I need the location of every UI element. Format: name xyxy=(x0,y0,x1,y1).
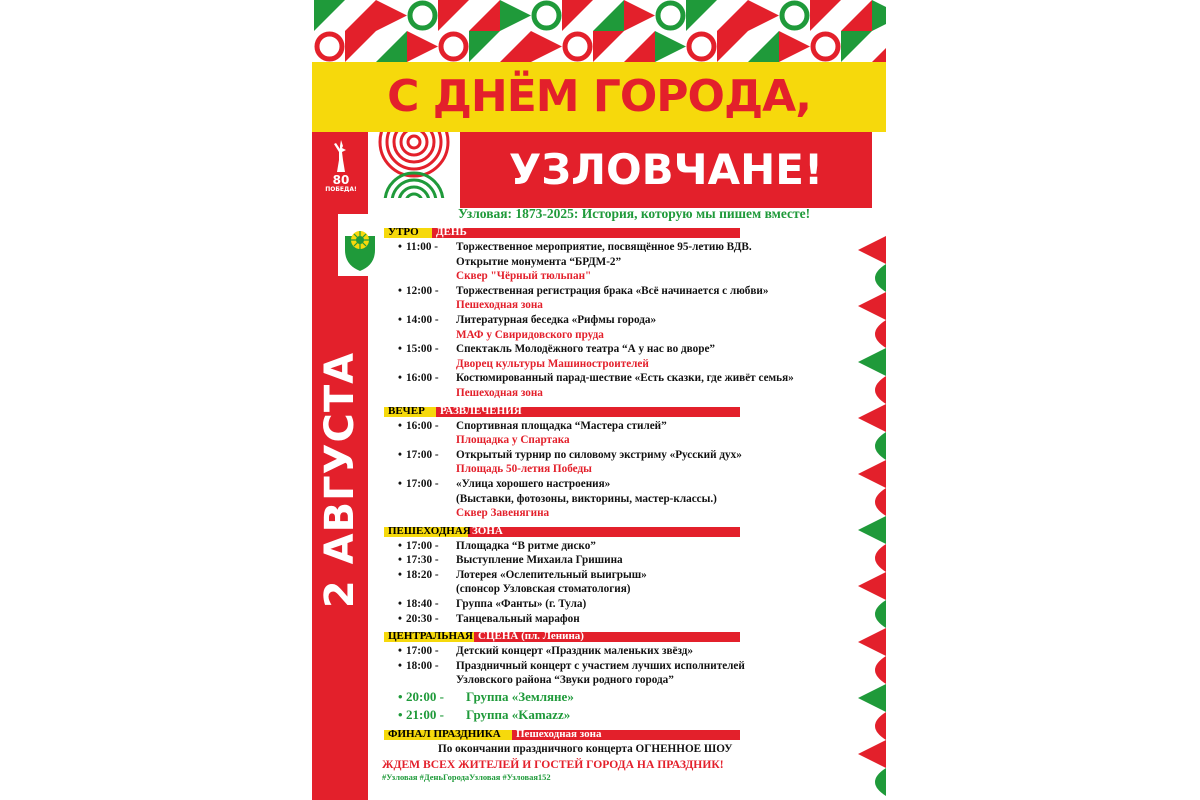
invite-text: ЖДЕМ ВСЕХ ЖИТЕЛЕЙ И ГОСТЕЙ ГОРОДА НА ПРАЗДНИК! xyxy=(382,758,724,772)
item-text-cont: Узловского района “Звуки родного города” xyxy=(456,674,674,687)
pattern-shape xyxy=(779,31,810,62)
pattern-shape xyxy=(858,460,886,488)
list-item: • 16:00 - Костюмированный парад-шествие «Есть сказки, где живёт семья» xyxy=(398,372,794,385)
section-label-left: ВЕЧЕР xyxy=(388,404,425,417)
item-text-cont: Открытие монумента “БРДМ-2” xyxy=(456,255,622,268)
highlight-item: • 20:00 - Группа «Земляне» xyxy=(398,689,574,705)
pattern-shape xyxy=(858,348,886,376)
pattern-shape xyxy=(875,768,886,796)
concentric-circles-ornament xyxy=(368,132,460,198)
pattern-shape xyxy=(407,31,438,62)
pattern-shape xyxy=(686,0,717,31)
list-item: • 17:00 - Детский концерт «Праздник маленьких звёзд» xyxy=(398,645,694,658)
pattern-shape xyxy=(872,0,886,31)
victory-80-badge xyxy=(320,138,362,204)
pattern-shape xyxy=(376,0,407,31)
list-item: • 20:30 - Танцевальный марафон xyxy=(398,612,580,625)
pattern-shape xyxy=(875,712,886,740)
pattern-shape xyxy=(317,34,342,59)
section-header-central xyxy=(378,630,854,642)
list-item: • 17:00 - «Улица хорошего настроения» xyxy=(398,477,611,490)
item-location: Дворец культуры Машиностроителей xyxy=(456,357,649,370)
section-label-right: Пешеходная зона xyxy=(516,728,602,741)
list-item: • 17:30 - Выступление Михаила Гришина xyxy=(398,554,623,567)
section-header-final xyxy=(378,728,854,740)
pattern-shape xyxy=(441,34,466,59)
list-item: • 18:40 - Группа «Фанты» (г. Тула) xyxy=(398,598,587,611)
pattern-shape xyxy=(469,31,500,62)
city-crest-icon xyxy=(338,214,382,276)
list-item: • 12:00 - Торжественная регистрация брака «Всё начинается с любви» xyxy=(398,284,769,297)
section-label-left: УТРО xyxy=(388,226,419,238)
pattern-shape xyxy=(810,0,841,31)
pattern-shape xyxy=(655,31,686,62)
pattern-shape xyxy=(500,31,531,62)
list-item: • 18:20 - Лотерея «Ослепительный выигрыш» xyxy=(398,568,647,581)
item-location: Сквер Завенягина xyxy=(456,507,550,520)
pattern-shape xyxy=(858,236,886,264)
pattern-shape xyxy=(875,320,886,348)
section-label-left: ЦЕНТРАЛЬНАЯ xyxy=(388,630,473,643)
item-text-cont: (спонсор Узловская стоматология) xyxy=(456,583,631,596)
item-location: Пешеходная зона xyxy=(456,386,543,399)
pattern-shape xyxy=(875,544,886,572)
tagline: Узловая: 1873-2025: История, которую мы пишем вместе! xyxy=(458,206,811,221)
section-label-right: СЦЕНА (пл. Ленина) xyxy=(478,630,584,643)
pattern-shape xyxy=(658,3,683,28)
highlight-item: • 21:00 - Группа «Kamazz» xyxy=(398,707,571,723)
pattern-shape xyxy=(410,3,435,28)
list-item: • 11:00 - Торжественное мероприятие, посвящённое 95-летию ВДВ. xyxy=(398,241,752,253)
section-header-pedestrian xyxy=(378,525,854,537)
badge-number: 80 xyxy=(332,173,350,187)
pattern-shape xyxy=(875,600,886,628)
central-list xyxy=(378,644,854,724)
section-header-day xyxy=(378,226,854,238)
list-item: • 16:00 - Спортивная площадка “Мастера стилей” xyxy=(398,419,667,432)
event-poster xyxy=(312,0,886,800)
pattern-shape xyxy=(858,404,886,432)
evening-list xyxy=(378,419,854,521)
pattern-shape xyxy=(565,34,590,59)
event-date: 2 АВГУСТА xyxy=(317,351,363,609)
pattern-shape xyxy=(593,0,624,31)
pattern-shape xyxy=(858,628,886,656)
badge-text: ПОБЕДА! xyxy=(325,186,357,193)
pattern-shape xyxy=(858,740,886,768)
item-text-cont: (Выставки, фотозоны, викторины, мастер-классы.) xyxy=(456,492,717,505)
pattern-shape xyxy=(875,656,886,684)
final-line: По окончании праздничного концерта ОГНЕННОЕ ШОУ xyxy=(438,743,733,756)
pattern-shape xyxy=(345,31,376,62)
pattern-shape xyxy=(858,292,886,320)
section-label-left: ФИНАЛ ПРАЗДНИКА xyxy=(388,728,501,741)
pattern-shape xyxy=(841,0,872,31)
section-label-right: ЗОНА xyxy=(472,524,503,537)
pattern-shape xyxy=(562,0,593,31)
pattern-shape xyxy=(858,684,886,712)
section-header-evening xyxy=(378,405,854,417)
pattern-shape xyxy=(500,0,531,31)
list-item: • 17:00 - Площадка “В ритме диско” xyxy=(398,539,596,552)
day-list xyxy=(378,240,854,401)
item-location: Площадь 50-летия Победы xyxy=(456,463,592,476)
pattern-shape xyxy=(469,0,500,31)
list-item: • 18:00 - Праздничный концерт с участием лучших исполнителей xyxy=(398,659,745,672)
pattern-shape xyxy=(438,0,469,31)
section-label-right: РАЗВЛЕЧЕНИЯ xyxy=(440,404,522,417)
list-item: • 17:00 - Открытый турнир по силовому экстриму «Русский дух» xyxy=(398,448,742,461)
title-line-1: С ДНЁМ ГОРОДА, xyxy=(387,71,811,122)
pattern-shape xyxy=(813,34,838,59)
pattern-shape xyxy=(689,34,714,59)
pattern-shape xyxy=(593,31,624,62)
pedestrian-list xyxy=(378,539,854,627)
section-label-left: ПЕШЕХОДНАЯ xyxy=(388,524,471,537)
schedule xyxy=(378,222,854,783)
pattern-shape xyxy=(748,31,779,62)
pattern-shape xyxy=(841,31,872,62)
item-location: МАФ у Свиридовского пруда xyxy=(456,328,604,341)
list-item: • 15:00 - Спектакль Молодёжного театра “А у нас во дворе” xyxy=(398,343,715,356)
victory-monument-icon xyxy=(330,138,352,174)
pattern-shape xyxy=(782,3,807,28)
pattern-shape xyxy=(314,0,345,31)
pattern-shape xyxy=(717,31,748,62)
pattern-shape xyxy=(345,0,376,31)
pattern-shape xyxy=(875,488,886,516)
pattern-shape xyxy=(624,0,655,31)
item-location: Площадка у Спартака xyxy=(456,434,570,447)
item-location: Пешеходная зона xyxy=(456,299,543,312)
geometric-pattern xyxy=(312,0,886,62)
title-line-2: УЗЛОВЧАНЕ! xyxy=(508,145,824,194)
pattern-shape xyxy=(717,0,748,31)
pattern-shape xyxy=(858,516,886,544)
list-item: • 14:00 - Литературная беседка «Рифмы города» xyxy=(398,313,657,326)
pattern-shape xyxy=(875,264,886,292)
right-pattern-strip xyxy=(858,236,886,800)
pattern-shape xyxy=(748,0,779,31)
pattern-shape xyxy=(376,31,407,62)
pattern-shape xyxy=(531,31,562,62)
pattern-shape xyxy=(858,572,886,600)
pattern-shape xyxy=(875,432,886,460)
pattern-shape xyxy=(624,31,655,62)
pattern-shape xyxy=(534,3,559,28)
pattern-shape xyxy=(875,376,886,404)
hashtags: #Узловая #ДеньГородаУзловая #Узловая152 xyxy=(382,772,551,783)
pattern-shape xyxy=(872,31,886,62)
section-label-right: ДЕНЬ xyxy=(436,226,467,238)
item-location: Сквер "Чёрный тюльпан" xyxy=(456,270,592,283)
